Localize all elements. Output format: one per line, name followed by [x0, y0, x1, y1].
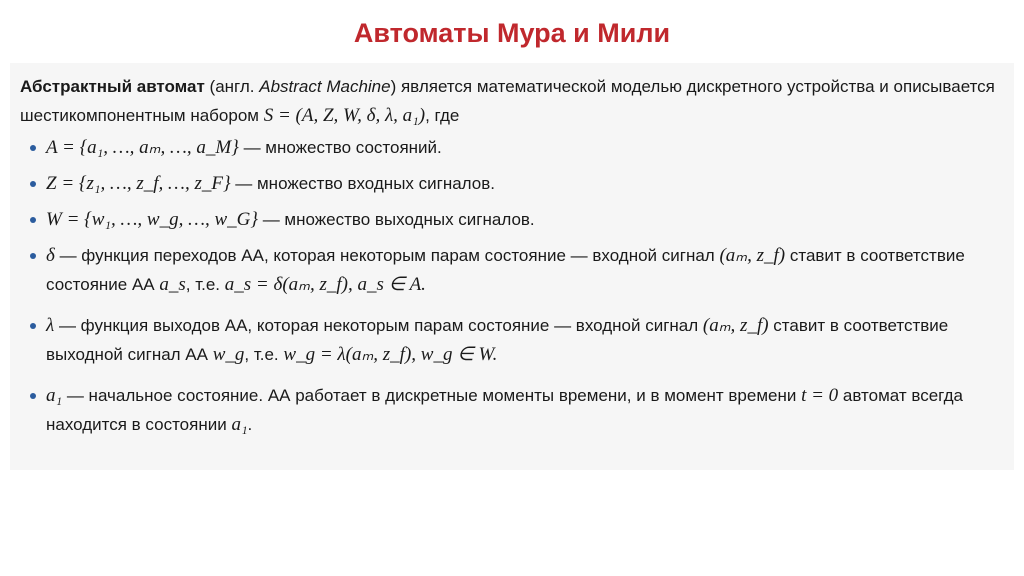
item-text: . [247, 415, 253, 434]
bullet-icon [30, 217, 36, 223]
formula-output: w_g = λ(aₘ, z_f), w_g ∈ W. [283, 344, 498, 365]
formula-a1: a₁ [46, 385, 63, 406]
list-item [20, 311, 1002, 369]
english-term: Abstract Machine [259, 77, 391, 96]
term-abstract-machine: Абстрактный автомат [20, 77, 205, 96]
formula-a1-end: a₁ [231, 414, 248, 435]
formula-s: S = (A, Z, W, δ, λ, a₁) [263, 105, 426, 126]
bullet-icon [30, 393, 36, 399]
formula-delta: δ [46, 245, 55, 266]
intro-tail: , где [425, 106, 460, 125]
bullet-icon [30, 253, 36, 259]
list-item [20, 241, 1002, 299]
list-item [20, 133, 1002, 162]
list-item [20, 205, 1002, 234]
intro-rest: ) является математической моделью дискретного устройства и описывается шестикомпонентным набором [20, 77, 995, 125]
item-text: ставит в соответствие выходной сигнал АА [46, 316, 949, 364]
bullet-icon [30, 323, 36, 329]
item-text: автомат всегда находится в состоянии [46, 386, 963, 434]
formula-wg: w_g [212, 344, 245, 365]
item-text: , т.е. [244, 345, 284, 364]
formula-z-set: Z = {z₁, …, z_f, …, z_F} [46, 173, 231, 194]
item-text: ставит в соответствие состояние АА [46, 246, 965, 294]
bullet-icon [30, 145, 36, 151]
formula-a-set: A = {a₁, …, aₘ, …, a_M} [46, 137, 239, 158]
item-text: — множество входных сигналов. [230, 174, 495, 193]
formula-pair: (aₘ, z_f) [719, 245, 786, 266]
slide-title: Автоматы Мура и Мили [353, 18, 671, 48]
formula-transition: a_s = δ(aₘ, z_f), a_s ∈ A. [224, 274, 426, 295]
formula-as: a_s [159, 274, 186, 295]
item-text: — функция выходов АА, которая некоторым парам состояние — входной сигнал [54, 316, 703, 335]
definition-list [20, 133, 1002, 439]
formula-pair: (aₘ, z_f) [702, 315, 769, 336]
intro-paren: (англ. [204, 77, 260, 96]
item-text: — множество выходных сигналов. [257, 210, 535, 229]
list-item [20, 381, 1002, 439]
formula-t0: t = 0 [801, 385, 839, 406]
definition-panel [10, 63, 1014, 470]
item-text: , т.е. [185, 275, 225, 294]
item-text: — начальное состояние. АА работает в дискретные моменты времени, и в момент времени [62, 386, 802, 405]
item-text: — функция переходов АА, которая некоторым парам состояние — входной сигнал [54, 246, 720, 265]
formula-w-set: W = {w₁, …, w_g, …, w_G} [46, 209, 258, 230]
item-text: — множество состояний. [238, 138, 442, 157]
list-item [20, 169, 1002, 198]
formula-lambda: λ [46, 315, 55, 336]
intro-paragraph [20, 72, 1002, 130]
bullet-icon [30, 181, 36, 187]
